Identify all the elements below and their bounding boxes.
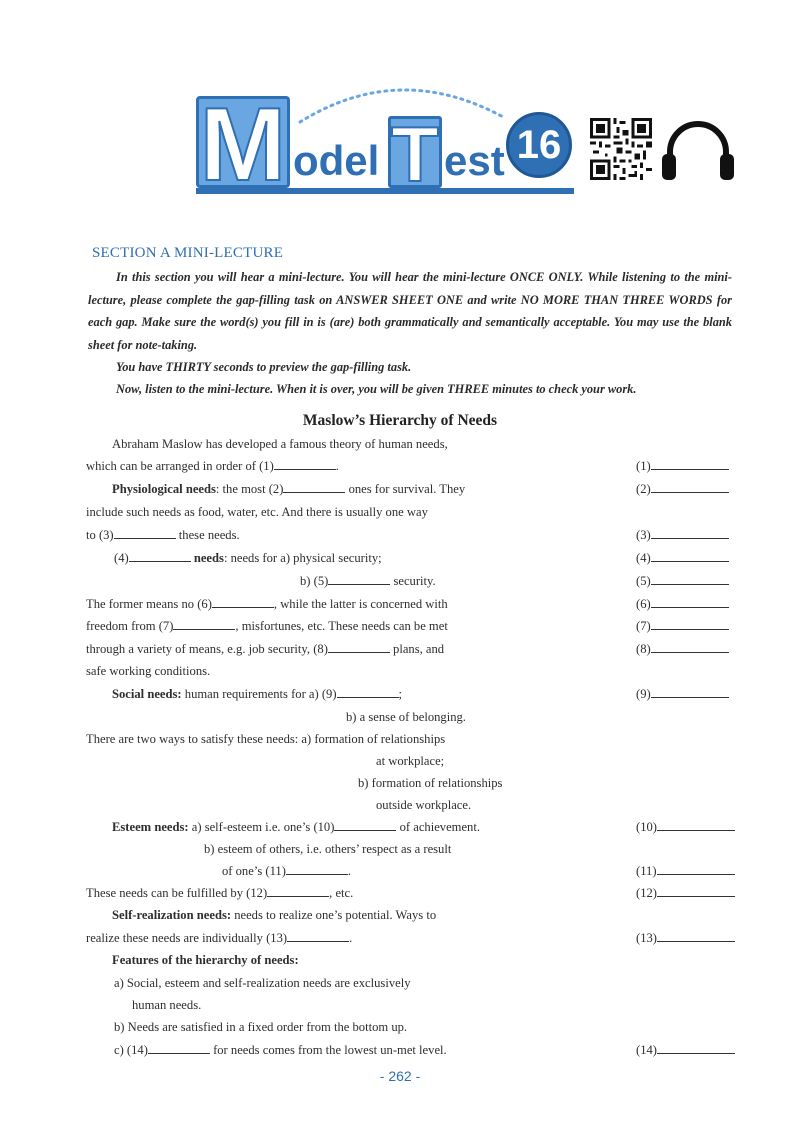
instructions-listen-line: Now, listen to the mini-lecture. When it is over, you will be given THREE minutes to check your work. bbox=[116, 382, 637, 396]
heading-social-needs: Social needs: bbox=[112, 687, 182, 701]
title-word-odel: odel bbox=[293, 137, 380, 184]
answer-blank-12[interactable]: (12) bbox=[636, 884, 735, 902]
heading-self-realization-needs: Self-realization needs: bbox=[112, 908, 232, 922]
instructions-paragraph: In this section you will hear a mini-lecture. You will hear the mini-lecture ONCE ONLY. While listening to the mini-lecture, please complete the gap-filling task on ANSWER SHEET ONE and write NO MORE THAN THREE WORDS for each gap. Make sure the word(s) you fill in is (are) both grammatically and semantically acceptable. You may use the blank sheet for note-taking. bbox=[88, 270, 732, 352]
answer-blank-5[interactable]: (5) bbox=[636, 572, 729, 590]
section-title: SECTION A MINI-LECTURE bbox=[92, 245, 284, 261]
lecture-line: Esteem needs: a) self-esteem i.e. one’s (10) of achievement. bbox=[112, 820, 481, 834]
lecture-line: at workplace; bbox=[376, 754, 445, 768]
heading-physiological-needs: Physiological needs bbox=[112, 482, 216, 496]
heading-features: Features of the hierarchy of needs: bbox=[112, 953, 299, 967]
lecture-line: Abraham Maslow has developed a famous theory of human needs, bbox=[112, 437, 448, 451]
answer-blank-6[interactable]: (6) bbox=[636, 595, 729, 613]
answer-blank-8[interactable]: (8) bbox=[636, 640, 729, 658]
lecture-line: a) Social, esteem and self-realization needs are exclusively bbox=[114, 976, 411, 990]
model-test-banner bbox=[0, 0, 800, 210]
lecture-line: safe working conditions. bbox=[86, 664, 211, 678]
instructions-preview-line: You have THIRTY seconds to preview the gap-filling task. bbox=[116, 360, 412, 374]
page-number: - 262 - bbox=[379, 1068, 421, 1084]
gap-3 bbox=[114, 527, 176, 539]
lecture-line: The former means no (6) , while the latter is concerned with bbox=[86, 597, 448, 611]
lecture-line: b) a sense of belonging. bbox=[346, 710, 466, 724]
title-letter-m-box bbox=[196, 96, 290, 188]
lecture-line: Social needs: human requirements for a) (9) ; bbox=[112, 687, 403, 701]
gap-4 bbox=[129, 550, 191, 562]
lecture-line: These needs can be fulfilled by (12) , etc. bbox=[86, 886, 354, 900]
title-first-letter: M bbox=[199, 96, 287, 188]
lecture-line: c) (14) for needs comes from the lowest un-met level. bbox=[114, 1043, 447, 1057]
answer-blank-1[interactable]: (1) bbox=[636, 457, 729, 475]
answer-blank-11[interactable]: (11) bbox=[636, 862, 735, 880]
lecture-line: include such needs as food, water, etc. And there is usually one way bbox=[86, 505, 428, 519]
gap-10 bbox=[334, 819, 396, 831]
lecture-line: b) (5) security. bbox=[300, 574, 436, 588]
gap-8 bbox=[328, 641, 390, 653]
lecture-line: b) esteem of others, i.e. others’ respect as a result bbox=[204, 842, 452, 856]
gap-1 bbox=[274, 458, 336, 470]
answer-blank-4[interactable]: (4) bbox=[636, 549, 729, 567]
answer-blank-14[interactable]: (14) bbox=[636, 1041, 735, 1059]
qr-code-icon[interactable] bbox=[590, 118, 652, 180]
lecture-line: human needs. bbox=[132, 998, 202, 1012]
lecture-line: freedom from (7) , misfortunes, etc. These needs can be met bbox=[86, 619, 448, 633]
answer-blank-10[interactable]: (10) bbox=[636, 818, 735, 836]
gap-11 bbox=[286, 863, 348, 875]
lecture-title: Maslow’s Hierarchy of Needs bbox=[302, 412, 498, 429]
gap-6 bbox=[212, 596, 274, 608]
lecture-line: outside workplace. bbox=[376, 798, 472, 812]
gap-14 bbox=[148, 1042, 210, 1054]
lecture-line: to (3) these needs. bbox=[86, 528, 240, 542]
lecture-line: There are two ways to satisfy these needs: a) formation of relationships bbox=[86, 732, 446, 746]
lecture-line: b) Needs are satisfied in a fixed order from the bottom up. bbox=[114, 1020, 408, 1034]
answer-blank-9[interactable]: (9) bbox=[636, 685, 729, 703]
lecture-line: Self-realization needs: needs to realize one’s potential. Ways to bbox=[112, 908, 437, 922]
gap-12 bbox=[267, 885, 329, 897]
lecture-line: realize these needs are individually (13) . bbox=[86, 931, 353, 945]
gap-7 bbox=[173, 618, 235, 630]
gap-5 bbox=[328, 573, 390, 585]
gap-13 bbox=[287, 930, 349, 942]
lecture-line bbox=[112, 951, 299, 969]
title-underline bbox=[196, 188, 574, 194]
lecture-line: Physiological needs: the most (2) ones for survival. They bbox=[112, 482, 466, 496]
lecture-line: (4) needs: needs for a) physical security; bbox=[114, 551, 382, 565]
lecture-line: b) formation of relationships bbox=[358, 776, 503, 790]
headphones-icon[interactable] bbox=[660, 118, 736, 182]
heading-esteem-needs: Esteem needs: bbox=[112, 820, 189, 834]
answer-blank-13[interactable]: (13) bbox=[636, 929, 735, 947]
title-letter-t-box bbox=[388, 116, 442, 188]
lecture-line: through a variety of means, e.g. job security, (8) plans, and bbox=[86, 642, 445, 656]
answer-blank-3[interactable]: (3) bbox=[636, 526, 729, 544]
test-number-badge: 16 bbox=[506, 112, 572, 178]
gap-9 bbox=[337, 686, 399, 698]
lecture-line: of one’s (11) . bbox=[222, 864, 352, 878]
lecture-line: which can be arranged in order of (1) . bbox=[86, 459, 339, 473]
title-second-letter: T bbox=[391, 116, 439, 188]
answer-blank-7[interactable]: (7) bbox=[636, 617, 729, 635]
gap-2 bbox=[283, 481, 345, 493]
answer-blank-2[interactable]: (2) bbox=[636, 480, 729, 498]
title-word-est: est bbox=[444, 137, 505, 184]
